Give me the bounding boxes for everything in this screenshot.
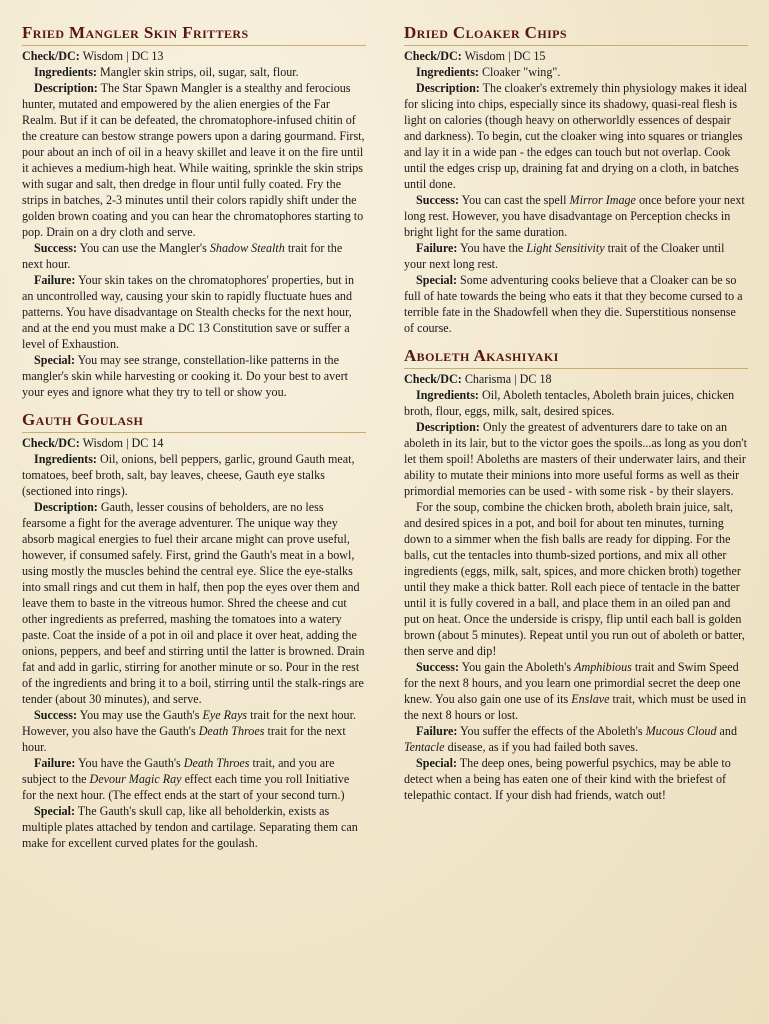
success-paragraph (22, 707, 366, 755)
description-paragraph (404, 419, 748, 499)
failure-label: Failure: (34, 756, 76, 770)
disease-name: Mucous Cloud (645, 724, 717, 738)
right-column (404, 22, 748, 803)
recipe-gauth-goulash (22, 409, 366, 851)
spell-name: Mirror Image (569, 193, 636, 207)
description-paragraph (404, 80, 748, 192)
failure-label: Failure: (416, 241, 458, 255)
success-text: trait, which must be used in the next 8 hours or lost. (404, 692, 747, 722)
special-text: Some adventuring cooks believe that a Cloaker can be so full of hate towards the being who eats it that they become cursed to a terrible fate in the Shadowfell when they die. Superstitious nonsense of course. (404, 273, 743, 335)
description-label: Description: (416, 81, 480, 95)
description-text: For the soup, combine the chicken broth, aboleth brain juice, salt, and desired spices in a pot, and boil for about ten minutes, turning down to a simmer when the fish balls are ready for dipping. For the balls, cut the tentacles into thumb-sized portions, and mix all other ingredients (eggs, milk, salt, spices, and more chicken broth) together until they make a thick batter. Roll each piece of tentacle in the batter until it is fully covered in a ball, and place them in an oiled pan and put on heat. Once the underside is crispy, flip until each ball is golden brown (about 5 minutes). Repeat until you run out of aboleth or batter, then serve and dip! (404, 500, 745, 658)
failure-text: You have the (460, 241, 524, 255)
special-label: Special: (34, 353, 75, 367)
special-paragraph (22, 803, 366, 851)
success-text: trait for the next hour. (22, 724, 346, 754)
check-dc-line (22, 48, 366, 64)
failure-text: Your skin takes on the chromatophores' properties, but in an uncontrolled way, causing your skin to rapidly fluctuate hues and patterns. You have disadvantage on Stealth checks for the next hour, and at the end you must make a DC 13 Constitution save or suffer a level of Exhaustion. (22, 273, 355, 351)
trait-name: Eye Rays (202, 708, 248, 722)
success-label: Success: (34, 708, 77, 722)
success-text: once before your next long rest. However, you have disadvantage on Perception checks in bright light for the same duration. (404, 193, 745, 239)
recipe-mangler-fritters (22, 22, 366, 400)
check-label: Check/DC: (404, 372, 462, 386)
failure-text: effect each time you roll Initiative for the next hour. (The effect ends at the start of your second turn.) (22, 772, 350, 802)
description-paragraph (22, 499, 366, 707)
success-text: trait and Swim Speed for the next 8 hours, and you learn one primordial secret the deep one knew. You also gain one use of its (404, 660, 741, 706)
check-label: Check/DC: (404, 49, 462, 63)
description-text: The Star Spawn Mangler is a stealthy and ferocious hunter, mutated and empowered by the alien energies of the Far Realm. But if it can be defeated, the chromatophore-infused chitin of the creature can bestow strange powers upon a daring gourmand. First, pour about an inch of oil in a heavy skillet and leave it on the fire until it achieves a medium-high heat. While waiting, sprinkle the skin strips with sugar and salt, then dredge in flour until fully coated. Fry the strips in batches, 2-3 minutes until their colors rapidly shift under the golden brown coating and you can hear the chromatophores starting to pop. Drain on a dry cloth and serve. (22, 81, 365, 239)
trait-name: Devour Magic Ray (89, 772, 182, 786)
failure-label: Failure: (416, 724, 458, 738)
success-text: You can cast the spell (461, 193, 567, 207)
check-value: Charisma | DC 18 (464, 372, 552, 386)
description-text: Gauth, lesser cousins of beholders, are no less fearsome a fight for the average adventurer. The unique way they absorb magical energies to fuel their arcane might can prove useful, however, if consumed safely. First, grind the Gauth's meat in a bowl, using mostly the muscles behind the central eye. Slice the eye-stalks into small rings and cut them in half, then pop the eyes over them and leave them to baste in the vitreous humor. Shred the cheese and cut other ingredients as preferred, mashing the tomatoes into a watery paste. Coat the inside of a pot in oil and place it over heat, adding the onions, peppers, and beef and stirring until the latter is browned. Drain fat and add in garlic, stirring for another minute or so. Pour in the rest of the ingredients and bring it to a boil, stirring until the stalk-rings are tender (about 30 minutes), and serve. (22, 500, 365, 706)
ingredients-line (22, 64, 366, 80)
disease-name: Tentacle (404, 740, 445, 754)
ingredients-text: Oil, Aboleth tentacles, Aboleth brain juices, chicken broth, flour, eggs, milk, salt, desired spices. (404, 388, 735, 418)
failure-text: You have the Gauth's (78, 756, 181, 770)
failure-text: and (719, 724, 737, 738)
description-paragraph-2 (404, 499, 748, 659)
failure-label: Failure: (34, 273, 76, 287)
ingredients-text: Cloaker "wing". (481, 65, 561, 79)
recipe-title: Gauth Goulash (22, 409, 366, 433)
failure-paragraph (22, 755, 366, 803)
ingredients-label: Ingredients: (34, 65, 97, 79)
failure-text: trait, and you are subject to the (22, 756, 335, 786)
recipe-aboleth-akashiyaki (404, 345, 748, 803)
special-label: Special: (34, 804, 75, 818)
failure-text: disease, as if you had failed both saves. (447, 740, 639, 754)
failure-text: trait of the Cloaker until your next long rest. (404, 241, 725, 271)
special-text: The deep ones, being powerful psychics, may be able to detect when a being has eaten one of their kind with the briefest of telepathic contact. If your dish had friends, watch out! (404, 756, 731, 802)
check-dc-line (404, 48, 748, 64)
failure-text: You suffer the effects of the Aboleth's (460, 724, 643, 738)
description-label: Description: (416, 420, 480, 434)
special-label: Special: (416, 273, 457, 287)
special-label: Special: (416, 756, 457, 770)
recipe-cloaker-chips (404, 22, 748, 336)
ingredients-label: Ingredients: (416, 388, 479, 402)
special-paragraph (404, 272, 748, 336)
success-paragraph (22, 240, 366, 272)
recipe-title: Dried Cloaker Chips (404, 22, 748, 46)
trait-name: Shadow Stealth (209, 241, 285, 255)
success-text: trait for the next hour. However, you also have the Gauth's (22, 708, 356, 738)
trait-name: Death Throes (183, 756, 250, 770)
success-text: You may use the Gauth's (79, 708, 200, 722)
check-dc-line (22, 435, 366, 451)
success-label: Success: (416, 660, 459, 674)
special-text: You may see strange, constellation-like patterns in the mangler's skin while harvesting or cooking it. Do your best to avert your eyes and ignore what they try to tell or show you. (22, 353, 348, 399)
special-paragraph (404, 755, 748, 803)
success-text: trait for the next hour. (22, 241, 343, 271)
ingredients-line (404, 64, 748, 80)
ingredients-text: Oil, onions, bell peppers, garlic, ground Gauth meat, tomatoes, beef broth, salt, bay leaves, cheese, Gauth eye stalks (sectioned into rings). (22, 452, 355, 498)
trait-name: Enslave (571, 692, 610, 706)
check-value: Wisdom | DC 13 (82, 49, 164, 63)
ingredients-label: Ingredients: (416, 65, 479, 79)
check-label: Check/DC: (22, 436, 80, 450)
success-label: Success: (416, 193, 459, 207)
description-label: Description: (34, 500, 98, 514)
failure-paragraph (22, 272, 366, 352)
description-paragraph (22, 80, 366, 240)
check-value: Wisdom | DC 15 (464, 49, 546, 63)
description-text: Only the greatest of adventurers dare to take on an aboleth in its lair, but to the victor goes the spoils...as long as you don't let them spoil! Aboleths are masters of their underwater lairs, and their ability to mutate their minions into more useful forms as well as their primordial memories can be used - with some risk - by their slayers. (404, 420, 747, 498)
trait-name: Death Throes (198, 724, 265, 738)
special-text: The Gauth's skull cap, like all beholderkin, exists as multiple plates attached by tendon and cartilage. Separating them can make for excellent curved plates for the goulash. (22, 804, 358, 850)
ingredients-text: Mangler skin strips, oil, sugar, salt, flour. (99, 65, 299, 79)
failure-paragraph (404, 240, 748, 272)
left-column (22, 22, 366, 851)
description-text: The cloaker's extremely thin physiology makes it ideal for slicing into chips, especially since its shadowy, quasi-real flesh is light on calories (though heavy on otherworldly essences of despair and darkness). To begin, cut the cloaker wing into squares or triangles and lay it in a wide pan - the edges can touch but not overlap. Cook until the edges crisp up, draining fat and drying on a cloth, in batches until done. (404, 81, 748, 191)
success-text: You gain the Aboleth's (461, 660, 572, 674)
ingredients-line (404, 387, 748, 419)
check-label: Check/DC: (22, 49, 80, 63)
recipe-title: Fried Mangler Skin Fritters (22, 22, 366, 46)
trait-name: Light Sensitivity (526, 241, 605, 255)
trait-name: Amphibious (574, 660, 632, 674)
failure-paragraph (404, 723, 748, 755)
ingredients-label: Ingredients: (34, 452, 97, 466)
special-paragraph (22, 352, 366, 400)
ingredients-line (22, 451, 366, 499)
check-value: Wisdom | DC 14 (82, 436, 164, 450)
check-dc-line (404, 371, 748, 387)
success-paragraph (404, 192, 748, 240)
recipe-title: Aboleth Akashiyaki (404, 345, 748, 369)
success-text: You can use the Mangler's (79, 241, 207, 255)
description-label: Description: (34, 81, 98, 95)
success-label: Success: (34, 241, 77, 255)
success-paragraph (404, 659, 748, 723)
